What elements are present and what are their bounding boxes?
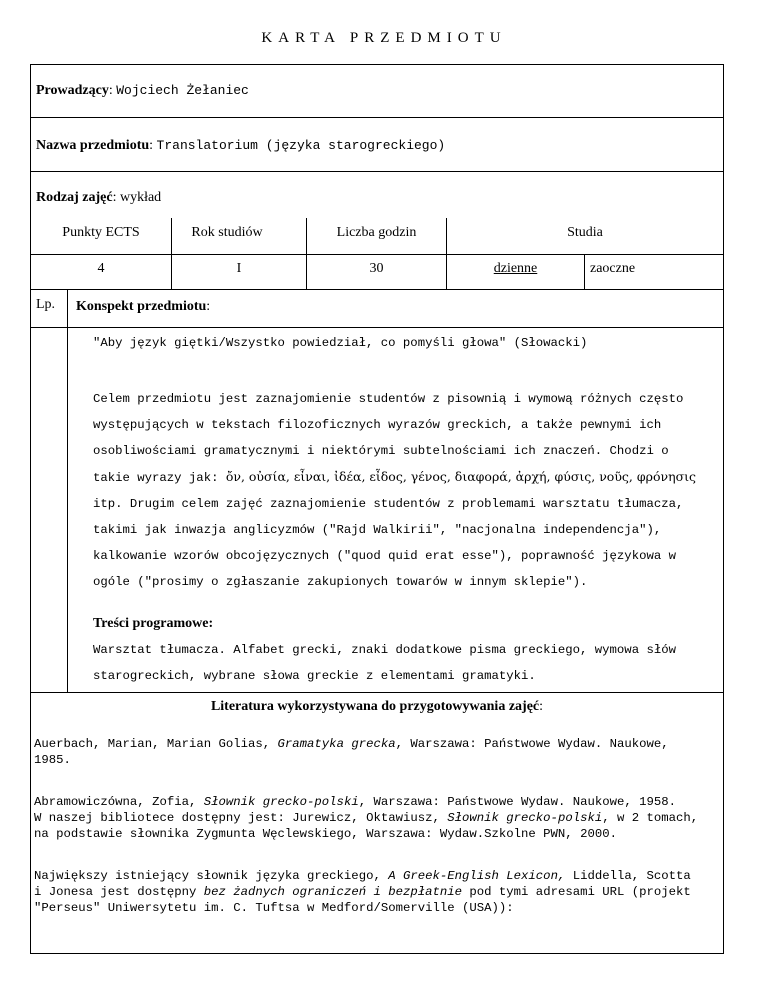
program-body xyxy=(93,637,718,689)
syllabus-body xyxy=(93,386,718,595)
literature-label: Literatura wykorzystywana do przygotowywania zajęć xyxy=(210,699,540,714)
course-name-label: Nazwa przedmiotu xyxy=(36,138,150,153)
instructor-value: Wojciech Żełaniec xyxy=(116,83,249,98)
syllabus-line: kalkowanie wzorów obcojęzycznych ("quod quid erat esse"), poprawność językowa w xyxy=(93,549,676,563)
greek-words: ὄν, οὐσία, εἶναι, ἰδέα, εἶδος, γένος, διαφορά, ἀρχή, φύσις, νοῦς, φρόνησις xyxy=(225,469,697,484)
syllabus-line: osobliwościami gramatycznymi i niektórymi subtelnościami ich znaczeń. Chodzi o xyxy=(93,444,669,458)
literature-entry-1: Auerbach, Marian, Marian Golias, Gramatyka grecka, Warszawa: Państwowe Wydaw. Naukowe, 1985. xyxy=(34,737,669,767)
syllabus-line: takimi jak inwazja anglicyzmów ("Rajd Walkirii", "nacjonalna independencja"), xyxy=(93,523,662,537)
syllabus-quote: "Aby język giętki/Wszystko powiedział, co pomyśli głowa" (Słowacki) xyxy=(93,336,588,350)
syllabus-line: występujących w tekstach filozoficznych wyrazów greckich, a także pewnymi ich xyxy=(93,418,662,432)
program-line: Warsztat tłumacza. Alfabet grecki, znaki dodatkowe pisma greckiego, wymowa słów xyxy=(93,643,676,657)
syllabus-greek-line: takie wyrazy jak: ὄν, οὐσία, εἶναι, ἰδέα, εἶδος, γένος, διαφορά, ἀρχή, φύσις, νοῦς, φρόνησις xyxy=(93,469,697,485)
syllabus-line: Celem przedmiotu jest zaznajomienie studentów z pisownią i wymową różnych często xyxy=(93,392,684,406)
program-label: Treści programowe: xyxy=(93,616,214,631)
syllabus-label: Konspekt przedmiotu xyxy=(76,299,207,314)
class-type-row: Rodzaj zajęć: wykład xyxy=(36,190,162,205)
value-ects: 4 xyxy=(97,261,105,276)
course-card: Prowadzący: Wojciech Żełaniec Nazwa przedmiotu: Translatorium (języka starogreckiego) Rodzaj zajęć: wykład Punkty ECTS Rok studiów Liczba godzin Studia 4 I 30 dzienne zaoczne Lp. Konspekt przedmiotu: "Aby język giętki/Wszystko powiedział, co pomyśli głowa" (Słowacki) Celem przedmiotu jest zaznajomienie studentów z pisownią i wymową różnych często występujących w tekstach filozoficznych wyrazów greckich, a także pewnymi ich osobliwościami gramatycznymi i niektórymi subtelnościami ich znaczeń. Chodzi o takie wyrazy jak: ὄν, οὐσία, εἶναι, ἰδέα, εἶδος, γένος, διαφορά, ἀρχή, φύσις, νοῦς, φρόνησις itp. Drugim celem zajęć zaznajomienie studentów z problemami warsztatu tłumacza, takimi jak inwazja anglicyzmów ("Rajd Walkirii", "nacjonalna independencja"), kalkowanie wzorów obcojęzycznych ("quod quid erat esse"), poprawność językowa w ogóle ("prosimy o zgłaszanie zakupionych towarów w innym sklepie"). Treści programowe: Warsztat tłumacza. Alfabet grecki, znaki dodatkowe pisma greckiego, wymowa słów starogreckich, wybrane słowa greckie z elementami gramatyki. Literatura wykorzystywana do przygotowywania zajęć: Auerbach, Marian, Marian Golias, Gramatyka grecka, Warszawa: Państwowe Wydaw. Naukowe, 1985. Abramowiczówna, Zofia, Słownik grecko-polski, Warszawa: Państwowe Wydaw. Naukowe, 1958. W naszej bibliotece dostępny jest: Jurewicz, Oktawiusz, Słownik grecko-polski, w 2 tomach, na podstawie słownika Zygmunta Węclewskiego, Warszawa: Wydaw.Szkolne PWN, 2000. Największy istniejący słownik języka greckiego, A Greek-English Lexicon, Liddella, Scotta i Jonesa jest dostępny bez żadnych ograniczeń i bezpłatnie pod tymi adresami URL (projekt "Perseus" Uniwersytetu im. C. Tuftsa w Medford/Somerville (USA)): xyxy=(30,64,724,954)
lp-label: Lp. xyxy=(36,297,56,312)
instructor-row: Prowadzący: Wojciech Żełaniec xyxy=(31,65,723,118)
header-year: Rok studiów xyxy=(191,225,263,240)
table-bottom xyxy=(31,289,723,290)
value-year: I xyxy=(236,261,242,276)
book-title: A Greek-English Lexicon, xyxy=(388,869,566,883)
book-title: Słownik grecko-polski xyxy=(447,811,603,825)
literature-entry-2: Abramowiczówna, Zofia, Słownik grecko-polski, Warszawa: Państwowe Wydaw. Naukowe, 1958. W naszej bibliotece dostępny jest: Jurewicz, Oktawiusz, Słownik grecko-polski, w 2 tomach, na podstawie słownika Zygmunta Węclewskiego, Warszawa: Wydaw.Szkolne PWN, 2000. xyxy=(34,795,699,841)
syllabus-header-divider xyxy=(31,327,723,328)
value-hours: 30 xyxy=(369,261,384,276)
value-fulltime: dzienne xyxy=(493,261,538,276)
instructor-label: Prowadzący xyxy=(36,83,109,98)
course-name-row: Nazwa przedmiotu: Translatorium (języka starogreckiego) xyxy=(31,118,723,172)
class-type-value: wykład xyxy=(119,190,162,205)
syllabus-line: itp. Drugim celem zajęć zaznajomienie studentów z problemami warsztatu tłumacza, xyxy=(93,497,684,511)
document-title: KARTA PRZEDMIOTU xyxy=(261,30,507,46)
lp-column-divider xyxy=(67,289,68,692)
program-line: starogreckich, wybrane słowa greckie z elementami gramatyki. xyxy=(93,669,536,683)
header-ects: Punkty ECTS xyxy=(62,225,140,240)
syllabus-line: ogóle ("prosimy o zgłaszanie zakupionych towarów w innym sklepie"). xyxy=(93,575,588,589)
book-title: Gramatyka grecka xyxy=(277,737,396,751)
header-hours: Liczba godzin xyxy=(336,225,417,240)
class-type-label: Rodzaj zajęć xyxy=(36,190,113,205)
book-title: Słownik grecko-polski xyxy=(203,795,359,809)
literature-divider xyxy=(31,692,723,693)
course-name-value: Translatorium (języka starogreckiego) xyxy=(156,138,446,153)
literature-entry-3: Największy istniejący słownik języka greckiego, A Greek-English Lexicon, Liddella, Scotta i Jonesa jest dostępny bez żadnych ograniczeń i bezpłatnie pod tymi adresami URL (projekt "Perseus" Uniwersytetu im. C. Tuftsa w Medford/Somerville (USA)): xyxy=(34,869,691,915)
table-divider xyxy=(31,254,723,255)
value-parttime: zaoczne xyxy=(590,261,636,276)
header-studies: Studia xyxy=(567,225,603,240)
